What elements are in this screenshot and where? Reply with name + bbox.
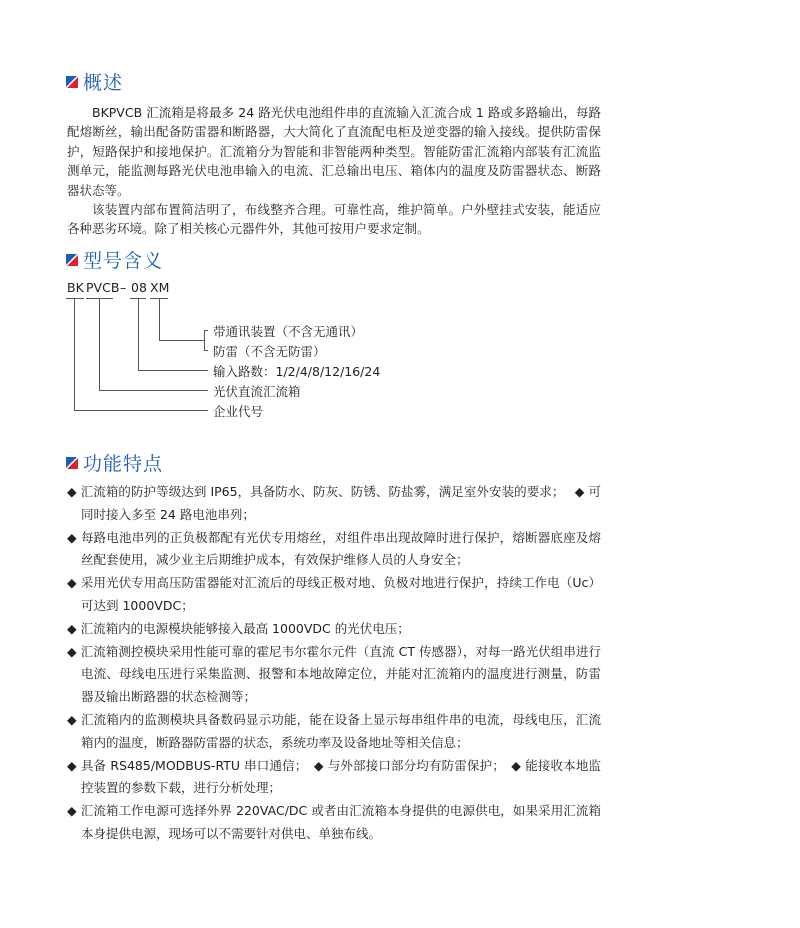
section-title: 功能特点 <box>83 453 164 475</box>
model-part-08: 08 <box>131 280 147 295</box>
model-connector-lines <box>0 0 800 430</box>
model-label-lightning: 防雷（不含无防雷） <box>213 344 326 359</box>
feature-item: ◆ 每路电池串列的正负极都配有光伏专用熔丝，对组件串出现故障时进行保护，熔断器底座及熔丝配套使用，减少业主后期维护成本，有效保护维修人员的人身安全； <box>67 529 601 568</box>
model-label-comm: 带通讯装置（不含无通讯） <box>213 324 364 339</box>
feature-item: ◆ 采用光伏专用高压防雷器能对汇流后的母线正极对地、负极对地进行保护，持续工作电（Uc）可达到 1000VDC； <box>67 575 601 613</box>
overview-paragraph: 该装置内部布置简洁明了，布线整齐合理。可靠性高，维护简单。户外壁挂式安装，能适应各种恶劣环境。除了相关核心元器件外，其他可按用户要求定制。 <box>67 202 601 237</box>
model-label-inputs: 输入路数：1/2/4/8/12/16/24 <box>213 364 381 379</box>
feature-item: ◆ 汇流箱工作电源可选择外界 220VAC/DC 或者由汇流箱本身提供的电源供电，如果采用汇流箱本身提供电源，现场可以不需要针对供电、单独布线。 <box>67 803 601 841</box>
model-part-bk: BK <box>67 280 84 295</box>
model-part-dash: – <box>120 280 127 295</box>
model-label-product: 光伏直流汇流箱 <box>213 384 301 399</box>
model-label-company: 企业代号 <box>213 404 264 419</box>
feature-item: ◆ 汇流箱的防护等级达到 IP65，具备防水、防灰、防锈、防盐雾，满足室外安装的要求； ◆ 可同时接入多至 24 路电池串列； <box>67 484 601 522</box>
section-flag-icon <box>66 457 78 469</box>
section-title: 概述 <box>83 72 124 94</box>
feature-item: ◆ 汇流箱内的监测模块具备数码显示功能，能在设备上显示每串组件串的电流，母线电压，汇流箱内的温度，断路器防雷器的状态，系统功率及设备地址等相关信息； <box>67 711 601 750</box>
feature-item: ◆ 具备 RS485/MODBUS-RTU 串口通信； ◆ 与外部接口部分均有防雷保护； ◆ 能接收本地监控装置的参数下载，进行分析处理； <box>67 757 601 796</box>
feature-item: ◆ 汇流箱测控模块采用性能可靠的霍尼韦尔霍尔元件（直流 CT 传感器），对每一路光伏组串进行电流、母线电压进行采集监测、报警和本地故障定位，并能对汇流箱内的温度进行测量，防雷器及输出断路器的状态检测等； <box>67 643 601 705</box>
model-part-xm: XM <box>150 280 170 295</box>
feature-list <box>67 481 601 846</box>
section-title: 型号含义 <box>83 250 164 272</box>
section-heading-features <box>66 449 163 476</box>
overview-paragraph: BKPVCB 汇流箱是将最多 24 路光伏电池组件串的直流输入汇流合成 1 路或多路输出，每路配熔断丝，输出配备防雷器和断路器，大大简化了直流配电柜及逆变器的输入接线。提供防雷保护，短路保护和接地保护。汇流箱分为智能和非智能两种类型。智能防雷汇流箱内部装有汇流监测单元，能监测每路光伏电池串输入的电流、汇总输出电压、箱体内的温度及防雷器状态、断路器状态等。 <box>67 105 601 198</box>
model-part-pvcb: PVCB <box>86 280 120 295</box>
feature-item: ◆ 汇流箱内的电源模块能够接入最高 1000VDC 的光伏电压； <box>67 620 410 636</box>
